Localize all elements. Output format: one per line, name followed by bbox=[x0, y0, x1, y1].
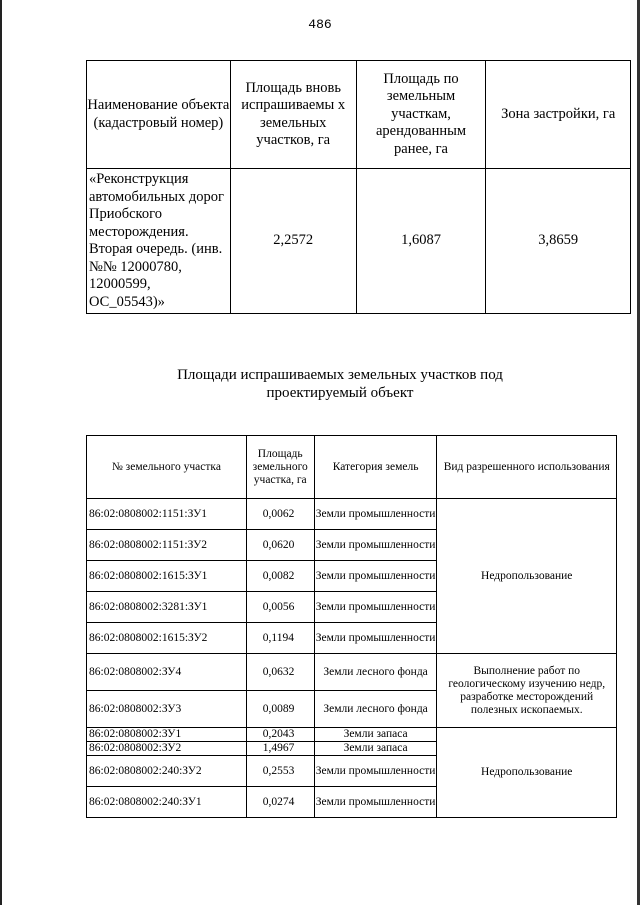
plot-area: 0,0056 bbox=[246, 592, 314, 623]
land-category: Земли промышленности bbox=[314, 561, 437, 592]
plot-number: 86:02:0808002:240:ЗУ1 bbox=[87, 787, 247, 818]
plot-area: 0,0062 bbox=[246, 499, 314, 530]
plot-area: 0,2553 bbox=[246, 756, 314, 787]
land-summary-table bbox=[86, 60, 631, 314]
plot-number: 86:02:0808002:3281:ЗУ1 bbox=[87, 592, 247, 623]
table-row bbox=[87, 499, 617, 530]
header-land-category: Категория земель bbox=[314, 436, 437, 499]
heading-line-1: Площади испрашиваемых земельных участков под bbox=[177, 367, 503, 383]
land-category: Земли запаса bbox=[314, 728, 437, 742]
plot-area: 0,0632 bbox=[246, 654, 314, 691]
header-new-area: Площадь вновь испрашиваемы х земельных участков, га bbox=[230, 61, 356, 169]
land-category: Земли промышленности bbox=[314, 756, 437, 787]
section-heading bbox=[100, 367, 580, 402]
table-row bbox=[87, 728, 617, 742]
leased-area-cell: 1,6087 bbox=[356, 169, 486, 314]
plot-number: 86:02:0808002:240:ЗУ2 bbox=[87, 756, 247, 787]
plot-area: 0,0089 bbox=[246, 691, 314, 728]
land-category: Земли запаса bbox=[314, 742, 437, 756]
table-row bbox=[87, 169, 631, 314]
header-object-name: Наименование объекта (кадастровый номер) bbox=[87, 61, 231, 169]
plot-area: 0,1194 bbox=[246, 623, 314, 654]
plot-area: 0,0620 bbox=[246, 530, 314, 561]
plot-number: 86:02:0808002:1615:ЗУ2 bbox=[87, 623, 247, 654]
plot-number: 86:02:0808002:1151:ЗУ1 bbox=[87, 499, 247, 530]
plot-number: 86:02:0808002:1151:ЗУ2 bbox=[87, 530, 247, 561]
heading-line-2: проектируемый объект bbox=[266, 384, 414, 401]
zone-cell: 3,8659 bbox=[486, 169, 631, 314]
header-leased-area: Площадь по земельным участкам, арендованным ранее, га bbox=[356, 61, 486, 169]
page-number: 486 bbox=[308, 17, 332, 32]
plot-area: 0,0082 bbox=[246, 561, 314, 592]
permitted-use: Недропользование bbox=[437, 728, 617, 818]
land-category: Земли промышленности bbox=[314, 787, 437, 818]
land-category: Земли лесного фонда bbox=[314, 654, 437, 691]
land-category: Земли лесного фонда bbox=[314, 691, 437, 728]
header-plot-number: № земельного участка bbox=[87, 436, 247, 499]
object-name-cell: «Реконструкция автомобильных дорог Приобского месторождения. Вторая очередь. (инв.№№ 12000780, 12000599, ОС_05543)» bbox=[87, 169, 231, 314]
land-category: Земли промышленности bbox=[314, 623, 437, 654]
plot-number: 86:02:0808002:ЗУ2 bbox=[87, 742, 247, 756]
land-category: Земли промышленности bbox=[314, 592, 437, 623]
plot-area: 0,2043 bbox=[246, 728, 314, 742]
table-header-row bbox=[87, 436, 617, 499]
header-zone: Зона застройки, га bbox=[486, 61, 631, 169]
plot-number: 86:02:0808002:ЗУ4 bbox=[87, 654, 247, 691]
plot-number: 86:02:0808002:ЗУ3 bbox=[87, 691, 247, 728]
permitted-use: Выполнение работ по геологическому изучению недр, разработке месторождений полезных ископаемых. bbox=[437, 654, 617, 728]
plot-number: 86:02:0808002:ЗУ1 bbox=[87, 728, 247, 742]
land-category: Земли промышленности bbox=[314, 530, 437, 561]
page-left-edge bbox=[0, 0, 2, 905]
plot-area: 0,0274 bbox=[246, 787, 314, 818]
land-category: Земли промышленности bbox=[314, 499, 437, 530]
plot-number: 86:02:0808002:1615:ЗУ1 bbox=[87, 561, 247, 592]
land-plots-table bbox=[86, 435, 617, 818]
plot-area: 1,4967 bbox=[246, 742, 314, 756]
table-row bbox=[87, 654, 617, 691]
table-header-row bbox=[87, 61, 631, 169]
new-area-cell: 2,2572 bbox=[230, 169, 356, 314]
header-plot-area: Площадь земельного участка, га bbox=[246, 436, 314, 499]
permitted-use: Недропользование bbox=[437, 499, 617, 654]
header-permitted-use: Вид разрешенного использования bbox=[437, 436, 617, 499]
